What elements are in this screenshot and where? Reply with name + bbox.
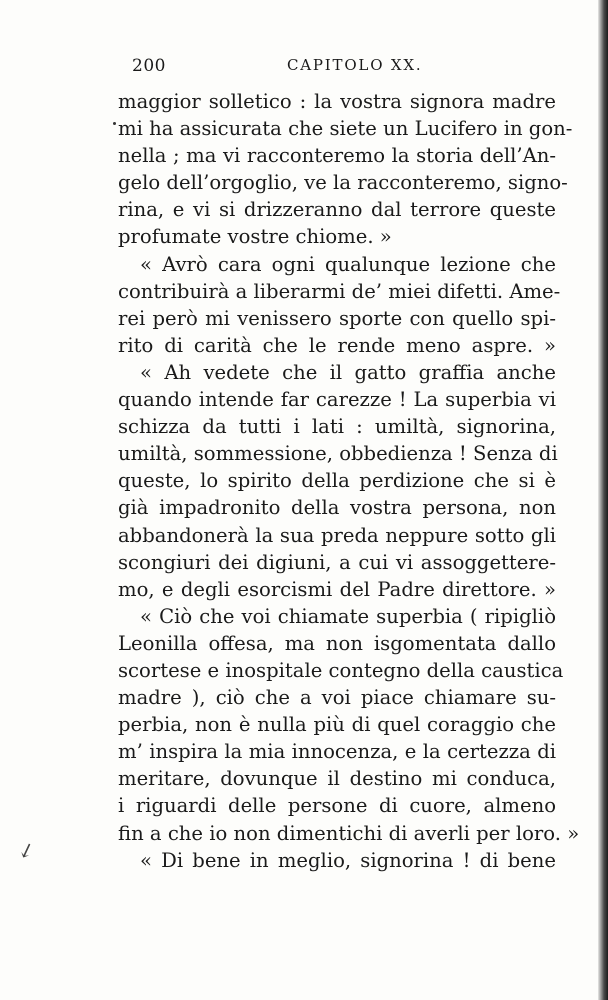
text-line: rei però mi venissero sporte con quello spi- [118, 306, 556, 330]
text-line: Leonilla offesa, ma non isgomentata dallo [118, 631, 556, 655]
text-line: mo, e degli esorcismi del Padre direttore. » [118, 577, 556, 601]
text-line: perbia, non è nulla più di quel coraggio che [118, 713, 556, 737]
text-line: schizza da tutti i lati : umiltà, signorina, [118, 415, 556, 439]
text-line: scortese e inospitale contegno della caustica [118, 658, 564, 682]
page-number: 200 [132, 56, 166, 76]
running-title: CAPITOLO XX. [287, 56, 423, 74]
text-line: « Avrò cara ogni qualunque lezione che [140, 252, 556, 276]
text-line: queste, lo spirito della perdizione che si è [118, 469, 556, 493]
text-line: i riguardi delle persone di cuore, almeno [118, 794, 556, 818]
margin-dot [113, 122, 116, 125]
text-line: rina, e vi si drizzeranno dal terrore queste [118, 198, 556, 222]
body-text [118, 88, 580, 874]
text-line: scongiuri dei digiuni, a cui vi assoggettere- [118, 550, 556, 574]
text-line: quando intende far carezze ! La superbia vi [118, 388, 556, 412]
margin-ink-mark: ↙ [14, 835, 39, 865]
text-line: « Ciò che voi chiamate superbia ( ripigliò [140, 604, 556, 628]
text-line: m’ inspira la mia innocenza, e la certezza di [118, 740, 556, 764]
text-line: contribuirà a liberarmi de’ miei difetti. Ame- [118, 279, 561, 303]
text-line: umiltà, sommessione, obbedienza ! Senza di [118, 442, 558, 466]
page-edge-shadow [598, 0, 608, 1000]
text-line: maggior solletico : la vostra signora madre [118, 90, 556, 113]
text-line: madre ), ciò che a voi piace chiamare su- [118, 686, 556, 710]
page-header [132, 56, 552, 80]
text-line: rito di carità che le rende meno aspre. » [118, 333, 556, 357]
text-line: meritare, dovunque il destino mi conduca, [118, 767, 556, 791]
text-line: gelo dell’orgoglio, ve la racconteremo, signo- [118, 171, 568, 195]
text-line: già impadronito della vostra persona, non [118, 496, 556, 520]
text-line: mi ha assicurata che siete un Lucifero in gon- [118, 117, 573, 141]
text-line: « Ah vedete che il gatto graffia anche [140, 360, 556, 384]
text-line: nella ; ma vi racconteremo la storia dell’An- [118, 144, 556, 168]
text-line: « Di bene in meglio, signorina ! di bene [140, 848, 556, 872]
text-line: profumate vostre chiome. » [118, 225, 392, 249]
text-line: fin a che io non dimentichi di averli per loro. » [118, 821, 580, 845]
text-line: abbandonerà la sua preda neppure sotto gli [118, 523, 556, 547]
